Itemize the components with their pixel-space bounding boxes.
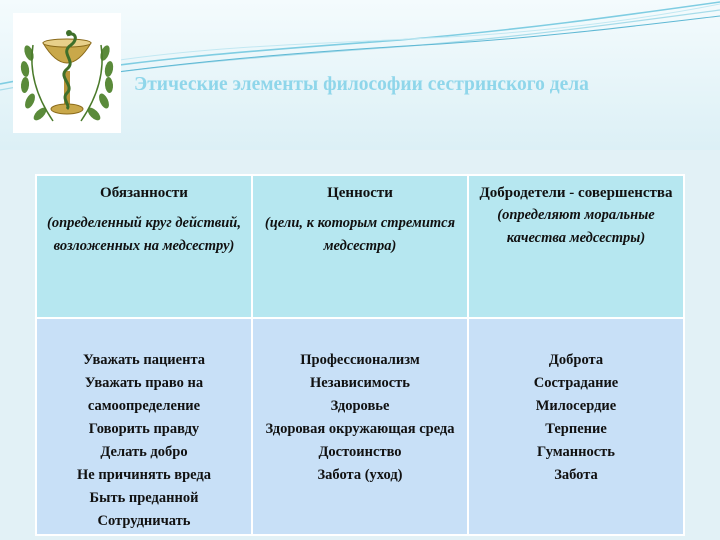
column-title: Ценности xyxy=(327,185,393,201)
header-cell-virtues xyxy=(468,175,684,318)
list-item: Профессионализм xyxy=(300,352,420,368)
list-item: Милосердие xyxy=(535,398,617,414)
list-item: Забота xyxy=(554,467,598,483)
column-subtitle: (цели, к которым стремится медсестра) xyxy=(264,215,456,254)
body-row xyxy=(36,318,684,535)
list-item: Гуманность xyxy=(537,444,615,460)
items-cell-duties xyxy=(36,318,252,535)
list-item: Доброта xyxy=(548,352,604,368)
ethics-table xyxy=(35,174,685,536)
list-item: Сотрудничать xyxy=(97,513,191,529)
bowl-of-hygieia-laurel-icon xyxy=(13,13,121,133)
list-item: Не причинять вреда xyxy=(77,467,211,483)
header-cell-duties xyxy=(36,175,252,318)
column-title: Обязанности xyxy=(100,185,188,201)
list-item: Забота (уход) xyxy=(317,467,403,483)
header-row xyxy=(36,175,684,318)
list-item: Уважать право на самоопределение xyxy=(84,375,204,414)
items-cell-virtues xyxy=(468,318,684,535)
column-title: Добродетели - совершенства xyxy=(479,185,673,201)
column-subtitle: (определенный круг действий, возложенных на медсестру) xyxy=(47,215,241,254)
list-item: Уважать пациента xyxy=(83,352,205,368)
header-cell-values xyxy=(252,175,468,318)
page-title: Этические элементы философии сестринского дела xyxy=(134,74,589,95)
list-item: Достоинство xyxy=(318,444,402,460)
list-item: Сострадание xyxy=(533,375,619,391)
list-item: Терпение xyxy=(545,421,607,437)
logo-box xyxy=(13,13,121,133)
list-item: Здоровая окружающая среда xyxy=(265,421,455,437)
list-item: Быть преданной xyxy=(89,490,199,506)
list-item: Независимость xyxy=(310,375,410,391)
list-item: Здоровье xyxy=(330,398,390,414)
list-item: Делать добро xyxy=(100,444,188,460)
list-item: Говорить правду xyxy=(88,421,200,437)
items-cell-values xyxy=(252,318,468,535)
column-subtitle: (определяют моральные качества медсестры) xyxy=(497,207,655,246)
